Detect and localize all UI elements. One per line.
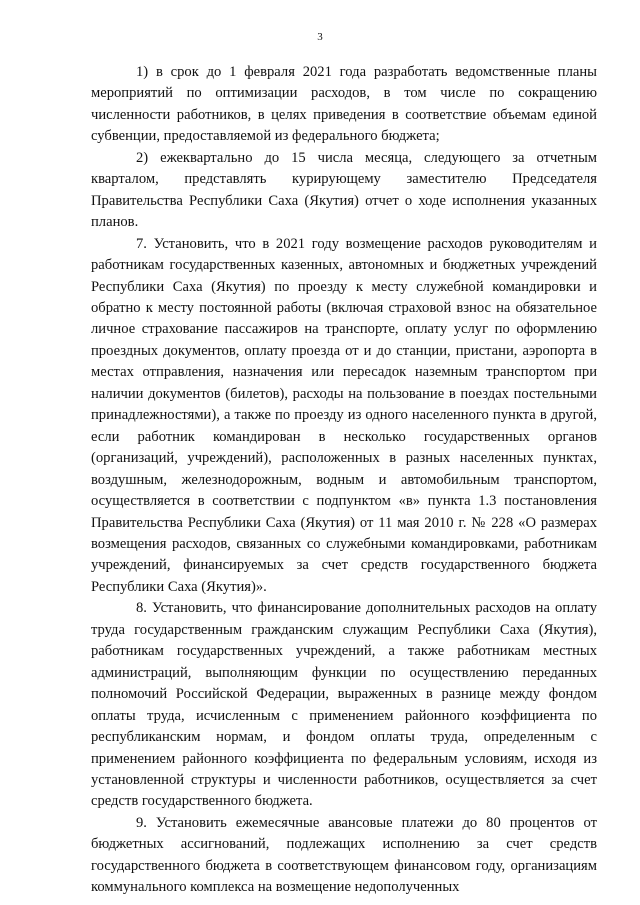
paragraph-subitem-1: 1) в срок до 1 февраля 2021 года разработать ведомственные планы мероприятий по оптимизации расходов, в том числе по сокращению численности работников, в целях приведения в соответствие объемам единой субвенции, предоставляемой из федерального бюджета; — [91, 64, 597, 145]
paragraph-item-7: 7. Установить, что в 2021 году возмещение расходов руководителям и работникам государственных казенных, автономных и бюджетных учреждений Республики Саха (Якутия) по проезду к месту служебной командировки и обратно к месту постоянной работы (включая страховой взнос на обязательное личное страхование пассажиров на транспорте, оплату услуг по оформлению проездных документов, оплату проезда от и до станции, пристани, аэропорта в местах отправления, назначения или пересадок наземным транспортом при наличии документов (билетов), расходы на пользование в поездах постельными принадлежностями), а также по проезду из одного населенного пункта в другой, если работник командирован в несколько государственных органов (организаций, учреждений), расположенных в разных населенных пунктах, воздушным, железнодорожным, водным и автомобильным транспортом, осуществляется в соответствии с подпунктом «в» пункта 1.3 постановления Правительства Республики Саха (Якутия) от 11 мая 2010 г. № 228 «О размерах возмещения расходов, связанных со служебными командировками, работникам учреждений, финансируемых за счет средств государственного бюджета Республики Саха (Якутия)». — [91, 235, 597, 595]
paragraph-item-8: 8. Установить, что финансирование дополнительных расходов на оплату труда государственным гражданским служащим Республики Саха (Якутия), работникам государственных учреждений, а также работникам местных администраций, выполняющим функции по осуществлению переданных полномочий Российской Федерации, выраженных в разнице между фондом оплаты труда, исчисленным с применением районного коэффициента по республиканским нормам, и фондом оплаты труда, определенным с применением районного коэффициента по федеральным условиям, исходя из установленной структуры и численности работников, осуществляется за счет средств государственного бюджета. — [91, 600, 597, 810]
page-number: 3 — [317, 31, 323, 43]
document-body — [91, 62, 597, 899]
paragraph-subitem-2: 2) ежеквартально до 15 числа месяца, следующего за отчетным кварталом, представлять курирующему заместителю Председателя Правительства Республики Саха (Якутия) отчет о ходе исполнения указанных планов. — [91, 149, 597, 231]
paragraph-item-9: 9. Установить ежемесячные авансовые платежи до 80 процентов от бюджетных ассигнований, подлежащих исполнению за счет средств государственного бюджета в соответствующем финансовом году, организациям коммунального комплекса на возмещение недополученных — [91, 814, 597, 896]
